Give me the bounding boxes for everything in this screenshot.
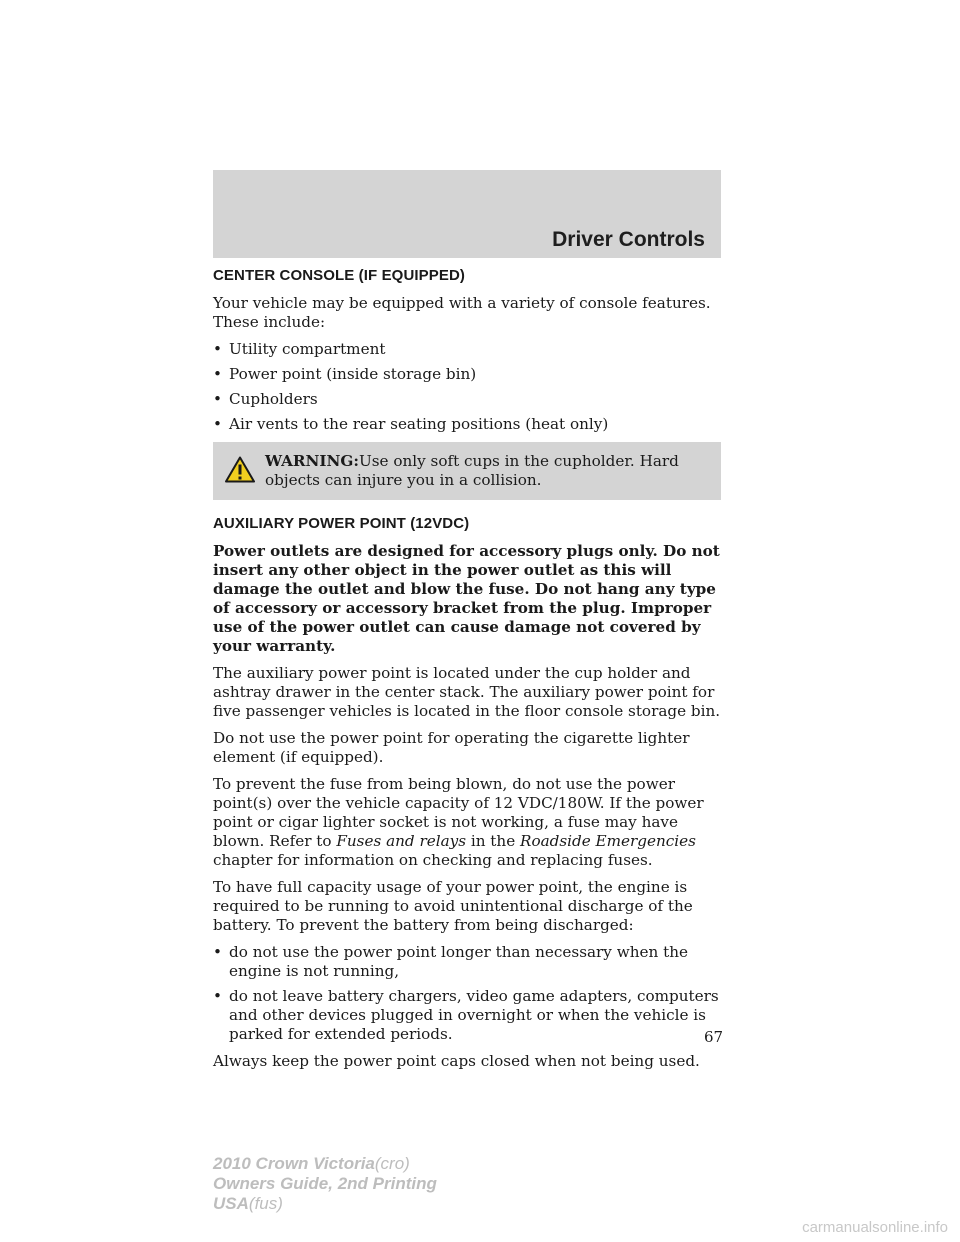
power-point-lighter-note: Do not use the power point for operating the cigarette lighter element (if equipped). bbox=[213, 729, 690, 766]
list-item: • Cupholders bbox=[213, 390, 318, 408]
section-header-band bbox=[213, 170, 721, 258]
battery-tips-list bbox=[213, 943, 724, 1046]
power-point-heading: AUXILIARY POWER POINT (12VDC) bbox=[213, 515, 470, 532]
warning-label: WARNING: bbox=[265, 452, 359, 470]
bullet-icon: • bbox=[213, 415, 222, 433]
list-item: • Utility compartment bbox=[213, 340, 386, 358]
section-title: Driver Controls bbox=[552, 228, 705, 251]
document-footer: 2010 Crown Victoria(cro) Owners Guide, 2nd Printing USA(fus) bbox=[213, 1154, 437, 1213]
power-point-fuse-note: To prevent the fuse from being blown, do not use the power point(s) over the vehicle capacity of 12 VDC/180W. If the power point or cigar lighter socket is not working, a fuse may have blown. Refer to Fuses and relays in the Roadside Emergencies chapter for information on checking and replacing fuses. bbox=[213, 775, 704, 869]
bullet-icon: • bbox=[213, 390, 222, 408]
bullet-icon: • bbox=[213, 365, 222, 383]
warning-triangle-icon bbox=[225, 456, 255, 483]
list-item: • do not use the power point longer than necessary when the engine is not running, bbox=[213, 943, 688, 980]
power-point-location: The auxiliary power point is located under the cup holder and ashtray drawer in the center stack. The auxiliary power point for five passenger vehicles is located in the floor console storage bin. bbox=[213, 664, 721, 720]
list-item: • do not leave battery chargers, video game adapters, computers and other devices plugged in overnight or when the vehicle is parked for extended periods. bbox=[213, 987, 719, 1043]
power-point-notice: Power outlets are designed for accessory plugs only. Do not insert any other object in the power outlet as this will damage the outlet and blow the fuse. Do not hang any type of accessory or accessory bracket from the plug. Improper use of the power outlet can cause damage not covered by your warranty. bbox=[213, 542, 720, 655]
power-point-closing: Always keep the power point caps closed when not being used. bbox=[213, 1052, 700, 1070]
roadside-reference: Roadside Emergencies bbox=[520, 832, 696, 850]
warning-text: Use only soft cups in the cupholder. Hard objects can injure you in a collision. bbox=[265, 452, 679, 489]
fuses-reference: Fuses and relays bbox=[336, 832, 467, 850]
page-content bbox=[213, 266, 724, 1079]
bullet-icon: • bbox=[213, 987, 222, 1005]
console-heading: CENTER CONSOLE (IF EQUIPPED) bbox=[213, 267, 465, 284]
bullet-icon: • bbox=[213, 943, 222, 961]
list-item: • Power point (inside storage bin) bbox=[213, 365, 477, 383]
bullet-icon: • bbox=[213, 340, 222, 358]
warning-box bbox=[213, 442, 721, 500]
watermark-link[interactable]: carmanualsonline.info bbox=[802, 1219, 948, 1236]
console-intro: Your vehicle may be equipped with a variety of console features. These include: bbox=[213, 294, 711, 331]
power-point-capacity: To have full capacity usage of your power point, the engine is required to be running to avoid unintentional discharge of the battery. To prevent the battery from being discharged: bbox=[213, 878, 693, 934]
page-number: 67 bbox=[704, 1028, 724, 1046]
console-feature-list bbox=[213, 340, 721, 434]
list-item: • Air vents to the rear seating positions (heat only) bbox=[213, 415, 609, 433]
